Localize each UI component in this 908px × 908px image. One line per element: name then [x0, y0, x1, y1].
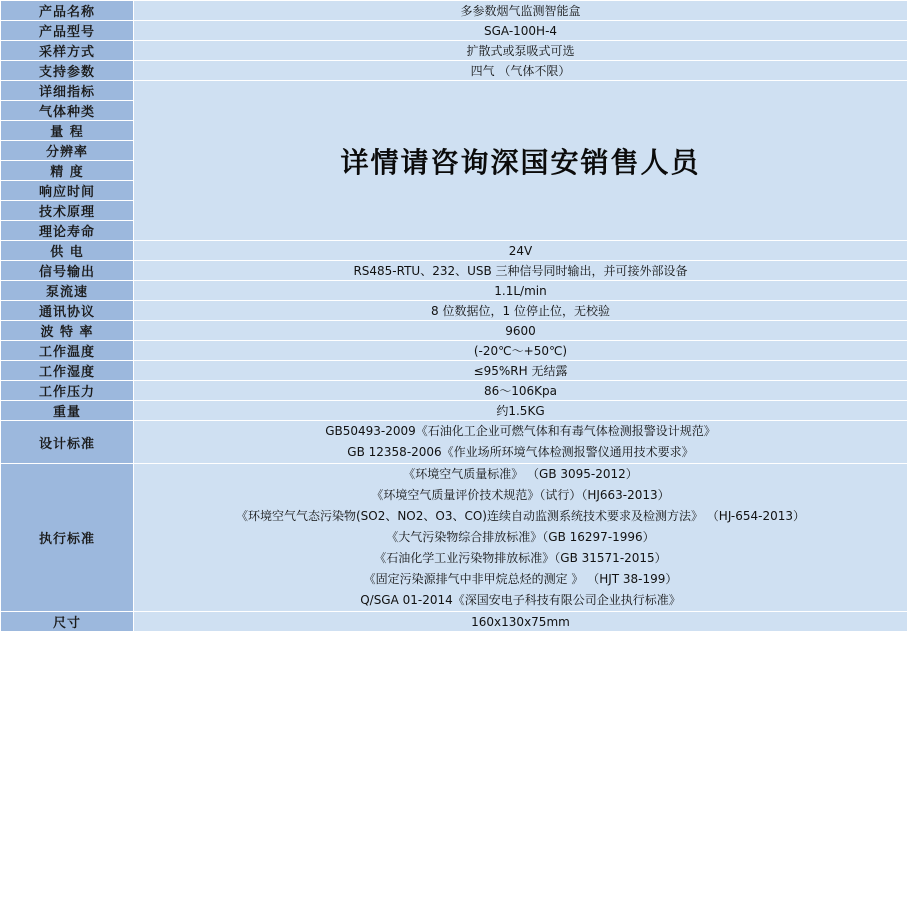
table-row-execution-standard [1, 464, 908, 612]
row-label: 产品名称 [1, 1, 134, 21]
row-label: 波 特 率 [1, 321, 134, 341]
size-value: 160x130x75mm [134, 612, 908, 632]
row-label: 信号输出 [1, 261, 134, 281]
table-row [1, 361, 908, 381]
table-row [1, 61, 908, 81]
table-row [1, 281, 908, 301]
design-standard-line: GB50493-2009《石油化工企业可燃气体和有毒气体检测报警设计规范》 [325, 424, 716, 438]
table-row [1, 81, 908, 101]
row-value: 9600 [134, 321, 908, 341]
execution-standard-line: 《大气污染物综合排放标准》（GB 16297-1996） [386, 530, 655, 544]
size-label: 尺寸 [1, 612, 134, 632]
table-row [1, 1, 908, 21]
row-label: 工作湿度 [1, 361, 134, 381]
table-row [1, 21, 908, 41]
table-row [1, 341, 908, 361]
table-row [1, 261, 908, 281]
row-label: 理论寿命 [1, 221, 134, 241]
row-value: 扩散式或泵吸式可选 [134, 41, 908, 61]
execution-standard-line: 《环境空气质量评价技术规范》（试行）（HJ663-2013） [371, 488, 670, 502]
row-label: 采样方式 [1, 41, 134, 61]
row-label: 泵流速 [1, 281, 134, 301]
row-label: 技术原理 [1, 201, 134, 221]
execution-standard-value [134, 464, 908, 612]
row-value: 86～106Kpa [134, 381, 908, 401]
row-label: 量 程 [1, 121, 134, 141]
row-label: 响应时间 [1, 181, 134, 201]
row-value: 约1.5KG [134, 401, 908, 421]
row-label: 工作压力 [1, 381, 134, 401]
table-row-size [1, 612, 908, 632]
table-row [1, 401, 908, 421]
row-value: 四气 （气体不限） [134, 61, 908, 81]
execution-standard-line: Q/SGA 01-2014《深国安电子科技有限公司企业执行标准》 [360, 593, 681, 607]
row-value: ≤95%RH 无结露 [134, 361, 908, 381]
row-label: 分辨率 [1, 141, 134, 161]
row-label: 产品型号 [1, 21, 134, 41]
row-value: 24V [134, 241, 908, 261]
row-label: 通讯协议 [1, 301, 134, 321]
execution-standard-label: 执行标准 [1, 464, 134, 612]
row-label: 精 度 [1, 161, 134, 181]
execution-standard-line: 《固定污染源排气中非甲烷总烃的测定 》 （HJT 38-199） [363, 572, 678, 586]
table-row [1, 241, 908, 261]
table-row [1, 301, 908, 321]
execution-standard-line: 《石油化学工业污染物排放标准》（GB 31571-2015） [374, 551, 667, 565]
row-label: 重量 [1, 401, 134, 421]
row-label: 供 电 [1, 241, 134, 261]
row-value: 8 位数据位，1 位停止位，无校验 [134, 301, 908, 321]
execution-standard-line: 《环境空气气态污染物(SO2、NO2、O3、CO)连续自动监测系统技术要求及检测方法》 （HJ-654-2013） [235, 509, 806, 523]
row-label: 支持参数 [1, 61, 134, 81]
design-standard-line: GB 12358-2006《作业场所环境气体检测报警仪通用技术要求》 [347, 445, 694, 459]
merged-note-cell [134, 81, 908, 241]
table-row-design-standard [1, 421, 908, 464]
table-row [1, 321, 908, 341]
row-value: (-20℃～+50℃) [134, 341, 908, 361]
row-value: RS485-RTU、232、USB 三种信号同时输出，并可接外部设备 [134, 261, 908, 281]
row-value: SGA-100H-4 [134, 21, 908, 41]
merged-note-text: 详情请咨询深国安销售人员 [340, 145, 701, 179]
row-value: 多参数烟气监测智能盒 [134, 1, 908, 21]
table-row [1, 41, 908, 61]
row-label: 详细指标 [1, 81, 134, 101]
row-label: 工作温度 [1, 341, 134, 361]
execution-standard-line: 《环境空气质量标准》 （GB 3095-2012） [403, 467, 638, 481]
table-row [1, 381, 908, 401]
design-standard-label: 设计标准 [1, 421, 134, 464]
row-label: 气体种类 [1, 101, 134, 121]
row-value: 1.1L/min [134, 281, 908, 301]
design-standard-value [134, 421, 908, 464]
